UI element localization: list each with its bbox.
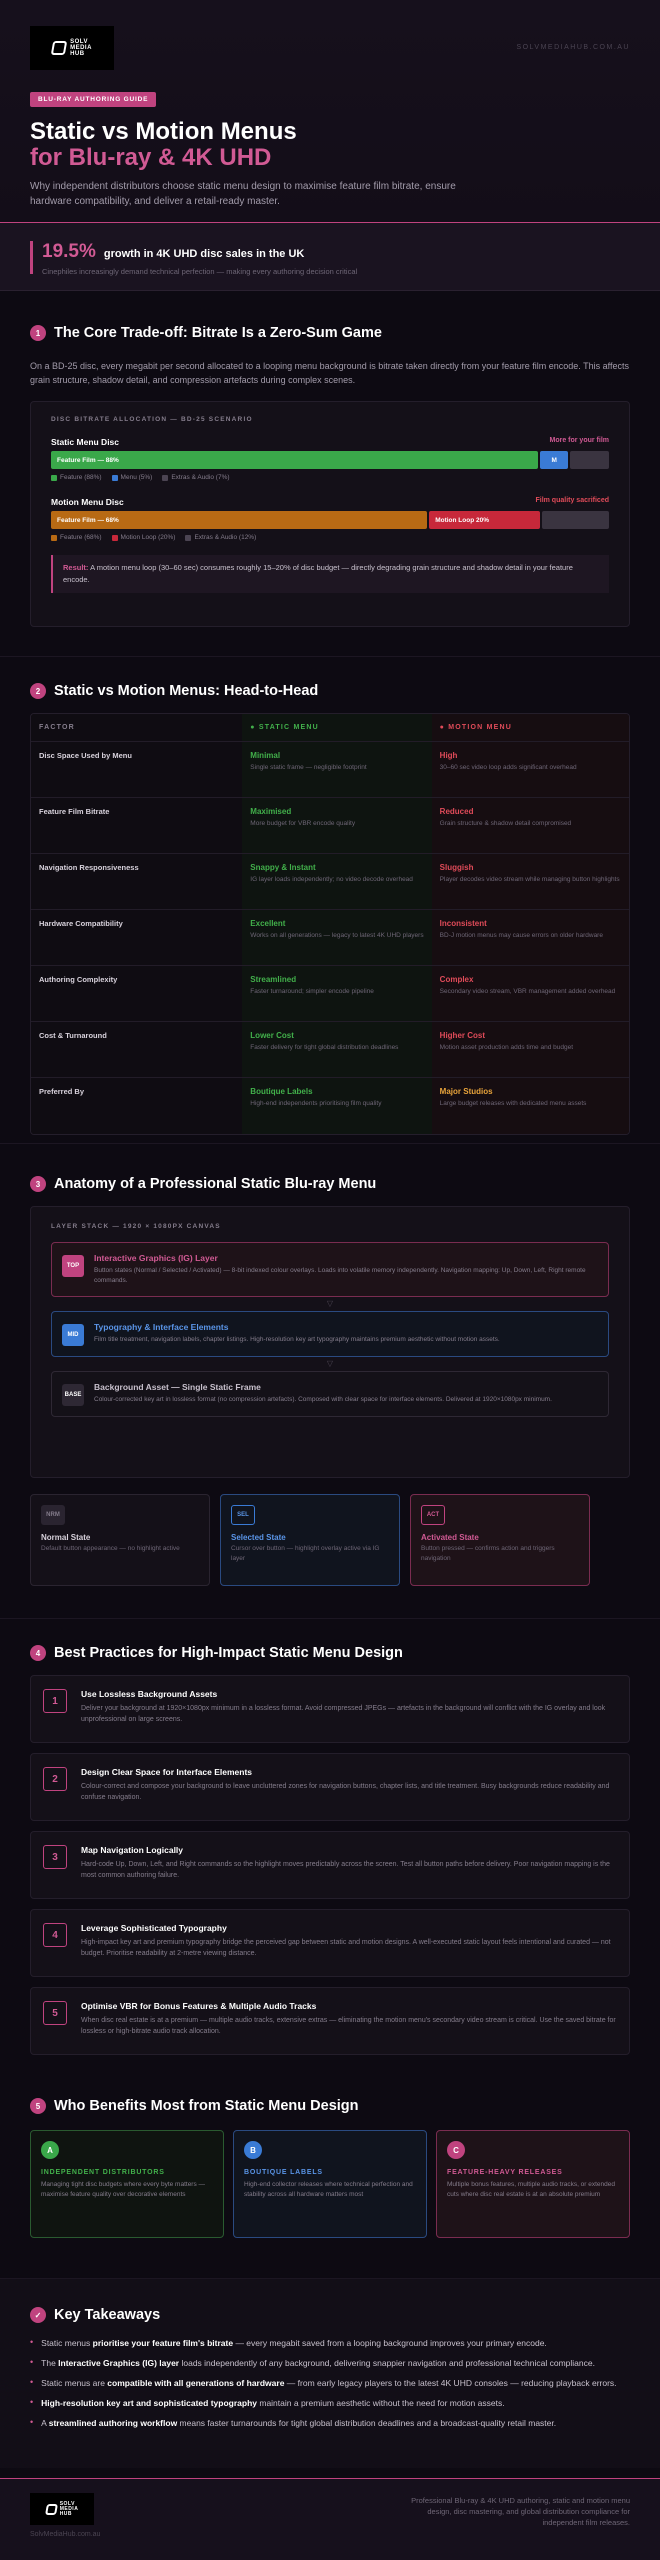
best-practice-item (30, 1831, 630, 1899)
card-desc: Multiple bonus features, multiple audio tracks, or extended cuts where disc real estate is at an absolute premium (447, 2181, 616, 2198)
state-normal (30, 1494, 210, 1586)
stat-banner (0, 223, 660, 291)
bullet-icon: • (30, 2337, 34, 2347)
stat-subtext: Cinephiles increasingly demand technical perfection — making every authoring decision critical (42, 267, 358, 276)
state-activated (410, 1494, 590, 1586)
motion-loop-segment: Motion Loop 20% (429, 511, 540, 529)
layer-badge: MID (62, 1324, 84, 1346)
layer-desc: Colour-corrected key art in lossless format (no compression artefacts). Composed with clear space for interface elements. Delivered at 1920×1080px minimum. (94, 1396, 552, 1403)
static-feature-segment: Feature Film — 88% (51, 451, 538, 469)
layer-title: Background Asset — Single Static Frame (94, 1382, 261, 1392)
row-factor (31, 1022, 242, 1077)
result-callout (51, 555, 609, 593)
item-desc: Colour-correct and compose your background to leave uncluttered zones for navigation buttons, chapter lists, and title treatment. Busy backgrounds reduce readability and confuse navigation. (81, 1783, 610, 1801)
button-states (30, 1494, 630, 1586)
item-title: Optimise VBR for Bonus Features & Multiple Audio Tracks (81, 2001, 317, 2011)
header-factor: FACTOR (31, 714, 242, 741)
section-title: Best Practices for High-Impact Static Menu Design (54, 1645, 403, 1661)
section-who-benefits (0, 2088, 660, 2278)
static-bar-title: Static Menu Disc (51, 437, 120, 447)
factor-label: Navigation Responsiveness (39, 863, 139, 872)
table-row (31, 966, 629, 1022)
takeaway-bold: High-resolution key art and sophisticated typography (41, 2398, 257, 2408)
section-title: Key Takeaways (54, 2307, 161, 2323)
takeaway-text (41, 2417, 556, 2430)
factor-label: Hardware Compatibility (39, 919, 123, 928)
site-url[interactable]: SOLVMEDIAHUB.COM.AU (516, 44, 630, 51)
footer-logo[interactable] (30, 2493, 94, 2525)
motion-value: Sluggish (439, 863, 474, 872)
audience-card (233, 2130, 427, 2238)
page-title-accent: for Blu-ray & 4K UHD (30, 144, 272, 171)
bitrate-card (30, 401, 630, 627)
row-motion (432, 1022, 629, 1077)
row-motion (432, 742, 629, 797)
layer-title: Interactive Graphics (IG) Layer (94, 1253, 218, 1263)
state-title: Activated State (421, 1533, 479, 1542)
table-row (31, 1078, 629, 1134)
result-label: Result: (63, 563, 89, 572)
brand-logo[interactable] (30, 26, 114, 70)
legend-item: Feature (68%) (60, 534, 102, 541)
logo-line: SOLV (70, 39, 88, 45)
row-static (242, 966, 431, 1021)
factor-label: Feature Film Bitrate (39, 807, 110, 816)
static-bar-note: More for your film (549, 437, 609, 444)
motion-feature-segment: Feature Film — 68% (51, 511, 427, 529)
hero-lede: Why independent distributors choose static menu design to maximise feature film bitrate, ensure hardware compatibility, and deliver a retail-ready master. (30, 181, 456, 207)
item-number: 1 (43, 1689, 67, 1713)
row-static (242, 742, 431, 797)
item-number: 2 (43, 1767, 67, 1791)
motion-detail: BD-J motion menus may cause errors on older hardware (439, 932, 603, 939)
takeaway-post: maintain a premium aesthetic without the need for motion assets. (257, 2398, 505, 2408)
item-title: Map Navigation Logically (81, 1845, 184, 1855)
legend-item: Extras & Audio (12%) (194, 534, 257, 541)
legend-item: Motion Loop (20%) (120, 534, 176, 541)
state-badge: NRM (41, 1505, 65, 1525)
card-desc: High-end collector releases where technical perfection and stability across all hardware matters most (244, 2181, 413, 2198)
item-title: Leverage Sophisticated Typography (81, 1923, 227, 1933)
static-detail: High-end independents prioritising film quality (250, 1100, 382, 1107)
section-anatomy (0, 1143, 660, 1618)
state-desc: Cursor over button — highlight overlay active via IG layer (231, 1545, 380, 1562)
static-detail: Faster turnaround; simpler encode pipeline (250, 988, 374, 995)
card-letter: B (244, 2141, 262, 2159)
audience-card (436, 2130, 630, 2238)
table-row (31, 742, 629, 798)
state-desc: Button pressed — confirms action and triggers navigation (421, 1545, 555, 1562)
row-motion (432, 966, 629, 1021)
row-static (242, 1022, 431, 1077)
row-static (242, 798, 431, 853)
stat-label: growth in 4K UHD disc sales in the UK (103, 248, 305, 260)
motion-detail: Player decodes video stream while managing button highlights (439, 876, 620, 883)
layer-badge: BASE (62, 1384, 84, 1406)
logo-line: HUB (59, 2510, 73, 2517)
static-detail: IG layer loads independently; no video decode overhead (250, 876, 413, 883)
row-factor (31, 910, 242, 965)
header-motion: ● MOTION MENU (432, 714, 629, 741)
table-row (31, 854, 629, 910)
layer-desc: Button states (Normal / Selected / Activated) — 8-bit indexed colour overlays. Loads into volatile memory independently. Navigation mapping: Up, Down, Left, Right remote commands. (94, 1267, 586, 1284)
motion-detail: 30–60 sec video loop adds significant overhead (439, 764, 577, 771)
best-practice-item (30, 1675, 630, 1743)
section-head-to-head (0, 656, 660, 1143)
takeaway-item (30, 2357, 630, 2370)
static-allocation-bar (51, 451, 609, 469)
logo-line: MEDIA (70, 45, 92, 51)
header-static: ● STATIC MENU (242, 714, 431, 741)
motion-bar-note: Film quality sacrificed (535, 497, 609, 504)
section-number: 3 (30, 1176, 46, 1192)
layer-typography (51, 1311, 609, 1357)
bullet-icon: • (30, 2377, 34, 2387)
takeaway-text (41, 2397, 504, 2410)
static-detail: Works on all generations — legacy to latest 4K UHD players (250, 932, 424, 939)
bullet-icon: • (30, 2397, 34, 2407)
takeaway-bold: prioritise your feature film's bitrate (92, 2338, 234, 2348)
section-best-practices (0, 1618, 660, 2088)
audience-card (30, 2130, 224, 2238)
item-desc: Deliver your background at 1920×1080px minimum in a lossless format. Avoid compressed JPEGs — artefacts in the background will conflict with the IG overlay and look unprofessional on large screens. (81, 1705, 606, 1723)
state-title: Normal State (41, 1533, 91, 1542)
row-factor (31, 966, 242, 1021)
row-motion (432, 1078, 629, 1134)
takeaway-pre: Static menus are (41, 2378, 108, 2388)
down-arrow-icon: ▽ (326, 1299, 334, 1308)
item-title: Design Clear Space for Interface Elements (81, 1767, 253, 1777)
item-title: Use Lossless Background Assets (81, 1689, 218, 1699)
takeaway-item (30, 2397, 630, 2410)
guide-badge: BLU-RAY AUTHORING GUIDE (30, 92, 156, 107)
layer-ig (51, 1242, 609, 1297)
logo-mark-icon (45, 2504, 58, 2515)
static-value: Streamlined (250, 975, 297, 984)
motion-legend (51, 534, 609, 541)
table-row (31, 910, 629, 966)
row-static (242, 1078, 431, 1134)
section-tradeoff (0, 291, 660, 656)
best-practice-list (30, 1675, 630, 2055)
logo-line: MEDIA (59, 2505, 79, 2512)
stat-accent-bar (30, 241, 33, 274)
motion-detail: Secondary video stream, VBR management added overhead (439, 988, 616, 995)
static-value: Maximised (250, 807, 292, 816)
item-desc: Hard-code Up, Down, Left, and Right commands so the highlight moves predictably across the screen. Test all button paths before delivery. Poor navigation mapping is the most common authoring failure. (81, 1861, 610, 1879)
logo-line: SOLV (59, 2500, 75, 2507)
motion-value: Major Studios (439, 1087, 493, 1096)
legend-item: Feature (88%) (60, 474, 102, 481)
motion-detail: Large budget releases with dedicated menu assets (439, 1100, 587, 1107)
row-motion (432, 798, 629, 853)
takeaway-text (41, 2357, 595, 2370)
state-title: Selected State (231, 1533, 286, 1542)
takeaway-bold: Interactive Graphics (IG) layer (58, 2358, 180, 2368)
motion-allocation-bar (51, 511, 609, 529)
factor-label: Cost & Turnaround (39, 1031, 107, 1040)
row-motion (432, 854, 629, 909)
card-letter: A (41, 2141, 59, 2159)
section-title: The Core Trade-off: Bitrate Is a Zero-Sum Game (54, 325, 382, 341)
best-practice-item (30, 1753, 630, 1821)
takeaway-item (30, 2337, 630, 2350)
motion-value: Higher Cost (439, 1031, 486, 1040)
item-number: 5 (43, 2001, 67, 2025)
bullet-icon: • (30, 2357, 34, 2367)
takeaway-post: means faster turnarounds for tight global distribution deadlines and a broadcast-quality retail master. (177, 2418, 557, 2428)
state-selected (220, 1494, 400, 1586)
static-legend (51, 474, 609, 481)
result-text: A motion menu loop (30–60 sec) consumes roughly 15–20% of disc budget — directly degrading grain structure and shadow detail in your feature encode. (63, 563, 573, 584)
static-value: Snappy & Instant (250, 863, 316, 872)
motion-extras-segment (542, 511, 609, 529)
static-value: Boutique Labels (250, 1087, 313, 1096)
table-row (31, 1022, 629, 1078)
audience-cards (30, 2130, 630, 2238)
motion-detail: Grain structure & shadow detail compromised (439, 820, 572, 827)
takeaway-post: — from early legacy players to the latest 4K UHD consoles — reducing playback errors. (284, 2378, 617, 2388)
takeaway-item (30, 2417, 630, 2430)
static-value: Lower Cost (250, 1031, 294, 1040)
state-desc: Default button appearance — no highlight active (41, 1545, 180, 1552)
layer-badge: TOP (62, 1255, 84, 1277)
bullet-icon: • (30, 2417, 34, 2427)
static-detail: Faster delivery for tight global distribution deadlines (250, 1044, 399, 1051)
item-number: 4 (43, 1923, 67, 1947)
section-number: 4 (30, 1645, 46, 1661)
card-letter: C (447, 2141, 465, 2159)
logo-line: HUB (70, 51, 85, 57)
hero-section (0, 0, 660, 223)
takeaway-text (41, 2337, 547, 2350)
layer-title: Typography & Interface Elements (94, 1322, 229, 1332)
card-title: BOUTIQUE LABELS (244, 2169, 323, 2176)
takeaway-item (30, 2377, 630, 2390)
legend-item: Extras & Audio (7%) (171, 474, 230, 481)
takeaway-bold: streamlined authoring workflow (48, 2418, 178, 2428)
factor-label: Authoring Complexity (39, 975, 118, 984)
static-extras-segment (570, 451, 609, 469)
motion-value: Complex (439, 975, 474, 984)
down-arrow-icon: ▽ (326, 1359, 334, 1368)
card-title: LAYER STACK — 1920 × 1080PX CANVAS (51, 1223, 221, 1230)
static-detail: More budget for VBR encode quality (250, 820, 356, 827)
motion-value: Reduced (439, 807, 474, 816)
comparison-table (30, 713, 630, 1135)
takeaway-text (41, 2377, 616, 2390)
static-menu-segment: M (540, 451, 568, 469)
row-factor (31, 798, 242, 853)
row-factor (31, 1078, 242, 1134)
section-takeaways (0, 2278, 660, 2468)
footer-description: Professional Blu-ray & 4K UHD authoring, static and motion menu design, disc mastering, and global distribution compliance for independent film releases. (411, 2496, 630, 2527)
section-title: Static vs Motion Menus: Head-to-Head (54, 683, 319, 699)
takeaway-list (30, 2337, 630, 2430)
check-icon: ✓ (30, 2307, 46, 2323)
layer-desc: Film title treatment, navigation labels, chapter listings. High-resolution key art typography maintains premium aesthetic without motion assets. (94, 1336, 500, 1343)
motion-value: High (439, 751, 458, 760)
row-motion (432, 910, 629, 965)
layer-stack-card (30, 1206, 630, 1478)
takeaway-post: — every megabit saved from a looping background improves your primary encode. (233, 2338, 547, 2348)
logo-mark-icon (51, 41, 67, 55)
item-desc: High-impact key art and premium typography bridge the perceived gap between static and motion designs. A well-executed static layout feels intentional and curated — not budget. Prioritise readability at 2-metre viewing distance. (81, 1939, 611, 1957)
table-header (31, 714, 629, 742)
row-static (242, 910, 431, 965)
stat-value: 19.5% (42, 241, 96, 262)
row-factor (31, 854, 242, 909)
section-number: 5 (30, 2098, 46, 2114)
takeaway-pre: The (41, 2358, 59, 2368)
takeaway-pre: A (41, 2418, 49, 2428)
card-title: INDEPENDENT DISTRIBUTORS (41, 2169, 165, 2176)
motion-value: Inconsistent (439, 919, 487, 928)
motion-bar-title: Motion Menu Disc (51, 497, 124, 507)
legend-item: Menu (5%) (120, 474, 153, 481)
factor-label: Preferred By (39, 1087, 85, 1096)
item-number: 3 (43, 1845, 67, 1869)
footer (0, 2478, 660, 2560)
best-practice-item (30, 1987, 630, 2055)
section-title: Anatomy of a Professional Static Blu-ray Menu (54, 1176, 377, 1192)
layer-background (51, 1371, 609, 1417)
best-practice-item (30, 1909, 630, 1977)
static-value: Excellent (250, 919, 286, 928)
row-static (242, 854, 431, 909)
row-factor (31, 742, 242, 797)
section-number: 2 (30, 683, 46, 699)
takeaway-post: loads independently of any background, delivering snappier navigation and professional technical compliance. (179, 2358, 595, 2368)
table-row (31, 798, 629, 854)
card-desc: Managing tight disc budgets where every byte matters — maximise feature quality over decorative elements (41, 2181, 206, 2198)
takeaway-pre: Static menus (41, 2338, 93, 2348)
static-value: Minimal (250, 751, 281, 760)
section-title: Who Benefits Most from Static Menu Design (54, 2098, 359, 2114)
state-badge: SEL (231, 1505, 255, 1525)
section-body: On a BD-25 disc, every megabit per second allocated to a looping menu background is bitrate taken directly from your feature film encode. This affects grain structure, shadow detail, and compression artefacts during complex scenes. (30, 361, 629, 385)
page-title: Static vs Motion Menus (30, 118, 297, 145)
section-number: 1 (30, 325, 46, 341)
state-badge: ACT (421, 1505, 445, 1525)
static-detail: Single static frame — negligible footprint (250, 764, 367, 771)
item-desc: When disc real estate is at a premium — multiple audio tracks, extensive extras — eliminating the motion menu's secondary video stream is critical. Use the saved bitrate for lossless or high-bitrate audio track allocation. (81, 2017, 616, 2035)
footer-url[interactable]: SolvMediaHub.com.au (30, 2531, 101, 2538)
factor-label: Disc Space Used by Menu (39, 751, 132, 760)
motion-detail: Motion asset production adds time and budget (439, 1044, 574, 1051)
card-title: FEATURE-HEAVY RELEASES (447, 2169, 563, 2176)
takeaway-bold: compatible with all generations of hardware (107, 2378, 285, 2388)
card-title: DISC BITRATE ALLOCATION — BD-25 SCENARIO (51, 416, 253, 423)
